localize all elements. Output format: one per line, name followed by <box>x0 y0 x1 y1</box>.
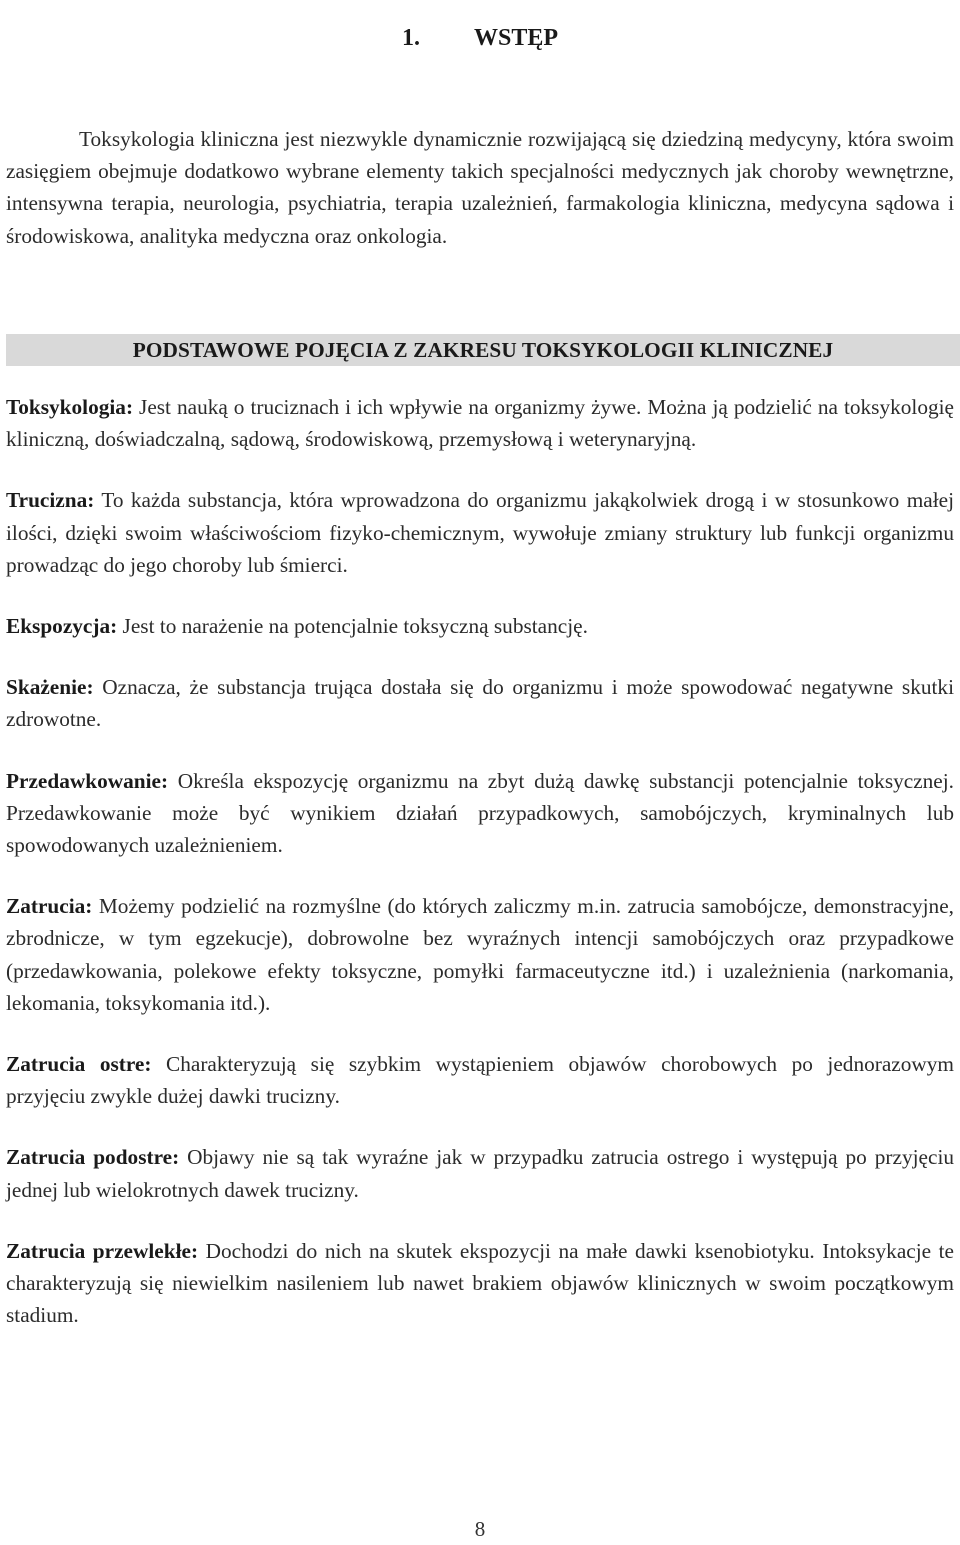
chapter-number: 1. <box>401 25 420 51</box>
definition-przedawkowanie <box>6 765 954 862</box>
definition-trucizna <box>6 484 954 581</box>
definition-term: Trucizna: <box>6 488 95 513</box>
definition-term: Zatrucia: <box>6 894 93 919</box>
definition-zatrucia-podostre <box>6 1141 954 1205</box>
definition-zatrucia-ostre <box>6 1048 954 1112</box>
definition-skazenie <box>6 671 954 735</box>
definition-text: Oznacza, że substancja trująca dostała się do organizmu i może spowodować negatywne skutki zdrowotne. <box>6 675 954 732</box>
definition-toksykologia <box>6 391 954 455</box>
definition-zatrucia-przewlekle <box>6 1235 954 1332</box>
definition-term: Zatrucia przewlekłe: <box>6 1238 199 1263</box>
page-number: 8 <box>474 1517 486 1541</box>
definition-term: Przedawkowanie: <box>6 768 169 793</box>
definition-text: Jest nauką o truciznach i ich wpływie na organizmy żywe. Można ją podzielić na toksykologię kliniczną, doświadczalną, sądową, środowiskową, przemysłową i weterynaryjną. <box>6 395 954 452</box>
definition-text: Możemy podzielić na rozmyślne (do których zaliczmy m.in. zatrucia samobójcze, demonstracyjne, zbrodnicze, w tym egzekucje), dobrowolne bez wyraźnych intencji samobójczych oraz przypadkowe (przedawkowania, polekowe efekty toksyczne, pomyłki farmaceutyczne itd.) i uzależnienia (narkomania, lekomania, toksykomania itd.). <box>6 894 954 1015</box>
definition-text: Objawy nie są tak wyraźne jak w przypadku zatrucia ostrego i występują po przyjęciu jednej lub wielokrotnych dawek trucizny. <box>6 1145 955 1202</box>
definition-term: Ekspozycja: <box>6 614 118 639</box>
definition-text: Jest to narażenie na potencjalnie toksyczną substancję. <box>117 614 588 639</box>
definitions-list <box>6 391 954 1360</box>
chapter-title <box>6 25 954 52</box>
chapter-heading: WSTĘP <box>473 25 559 51</box>
definition-text: Charakteryzują się szybkim wystąpieniem objawów chorobowych po jednorazowym przyjęciu zwykle dużej dawki trucizny. <box>6 1052 954 1109</box>
definition-term: Toksykologia: <box>6 395 134 419</box>
document-page <box>6 0 954 1545</box>
definition-term: Zatrucia podostre: <box>6 1145 180 1170</box>
definition-term: Zatrucia ostre: <box>6 1052 152 1077</box>
intro-paragraph: Toksykologia kliniczna jest niezwykle dynamicznie rozwijającą się dziedziną medycyny, która swoim zasięgiem obejmuje dodatkowo wybrane elementy takich specjalności medycznych jak choroby wewnętrzne, intensywna terapia, neurologia, psychiatria, terapia uzależnień, farmakologia kliniczna, medycyna sądowa i środowiskowa, analityka medyczna oraz onkologia. <box>6 127 954 248</box>
definition-term: Skażenie: <box>6 675 94 700</box>
definition-text: Dochodzi do nich na skutek ekspozycji na małe dawki ksenobiotyku. Intoksykacje te charakteryzują się niewielkim nasileniem lub nawet brakiem objawów klinicznych w swoim początkowym stadium. <box>6 1238 955 1328</box>
definition-text: To każda substancja, która wprowadzona do organizmu jakąkolwiek drogą i w stosunkowo małej ilości, dzięki swoim właściwościom fizyko-chemicznym, wywołuje zmiany struktury lub funkcji organizmu prowadząc do jego choroby lub śmierci. <box>6 488 954 577</box>
definition-zatrucia <box>6 890 954 1019</box>
definition-ekspozycja <box>6 610 954 642</box>
section-heading: PODSTAWOWE POJĘCIA Z ZAKRESU TOKSYKOLOGII KLINICZNEJ <box>6 334 960 366</box>
definition-text: Określa ekspozycję organizmu na zbyt dużą dawkę substancji potencjalnie toksycznej. Przedawkowanie może być wynikiem działań przypadkowych, samobójczych, kryminalnych lub spowodowanych uzależnieniem. <box>6 768 954 858</box>
